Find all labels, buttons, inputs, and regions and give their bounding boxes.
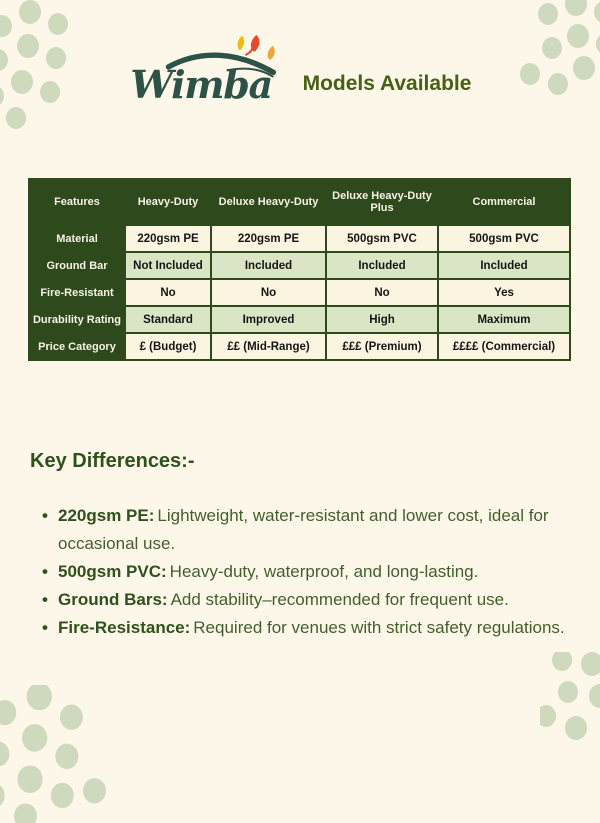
wimba-logo (129, 32, 289, 110)
table-cell: £££ (Premium) (326, 333, 438, 360)
bullet-text: Add stability–recommended for frequent use. (170, 590, 509, 609)
corner-dots-decoration (0, 685, 108, 823)
table-cell: Not Included (125, 252, 211, 279)
page-header (0, 30, 600, 110)
table-row (29, 252, 570, 279)
list-item (58, 558, 580, 586)
table-cell: Standard (125, 306, 211, 333)
table-cell: High (326, 306, 438, 333)
table-cell: Included (326, 252, 438, 279)
table-cell: ££ (Mid-Range) (211, 333, 326, 360)
logo-text: Wimba (129, 62, 272, 108)
list-item (58, 586, 580, 614)
column-header: Deluxe Heavy-Duty (211, 179, 326, 225)
column-header: Commercial (438, 179, 570, 225)
table-cell: 220gsm PE (211, 225, 326, 252)
row-label: Price Category (29, 333, 125, 360)
table-header-row (29, 179, 570, 225)
flame-icon (237, 35, 274, 60)
row-label: Ground Bar (29, 252, 125, 279)
bullet-label: 500gsm PVC: (58, 562, 167, 581)
corner-dots-decoration (540, 652, 600, 752)
bullet-label: Fire-Resistance: (58, 618, 191, 637)
row-label: Fire-Resistant (29, 279, 125, 306)
table-cell: No (326, 279, 438, 306)
table-cell: 500gsm PVC (438, 225, 570, 252)
table-cell: ££££ (Commercial) (438, 333, 570, 360)
table-cell: No (125, 279, 211, 306)
key-differences-list (40, 502, 580, 642)
key-differences-heading: Key Differences:- (30, 450, 195, 472)
page-title: Models Available (302, 72, 472, 95)
list-item (58, 502, 580, 558)
row-label: Material (29, 225, 125, 252)
bullet-text: Heavy-duty, waterproof, and long-lasting. (169, 562, 479, 581)
table-cell: No (211, 279, 326, 306)
table-cell: 500gsm PVC (326, 225, 438, 252)
table-cell: Improved (211, 306, 326, 333)
table-cell: 220gsm PE (125, 225, 211, 252)
models-comparison-table-wrap (28, 178, 571, 361)
models-comparison-table (28, 178, 571, 361)
column-header: Features (29, 179, 125, 225)
table-cell: Maximum (438, 306, 570, 333)
column-header: Deluxe Heavy-Duty Plus (326, 179, 438, 225)
table-row (29, 306, 570, 333)
bullet-text: Required for venues with strict safety regulations. (193, 618, 565, 637)
bullet-label: 220gsm PE: (58, 506, 155, 525)
table-cell: Yes (438, 279, 570, 306)
column-header: Heavy-Duty (125, 179, 211, 225)
table-row (29, 333, 570, 360)
table-cell: Included (438, 252, 570, 279)
table-cell: Included (211, 252, 326, 279)
bullet-text: Lightweight, water-resistant and lower cost, ideal for occasional use. (58, 506, 549, 553)
list-item (58, 614, 580, 642)
bullet-label: Ground Bars: (58, 590, 168, 609)
table-row (29, 225, 570, 252)
table-cell: £ (Budget) (125, 333, 211, 360)
table-row (29, 279, 570, 306)
row-label: Durability Rating (29, 306, 125, 333)
